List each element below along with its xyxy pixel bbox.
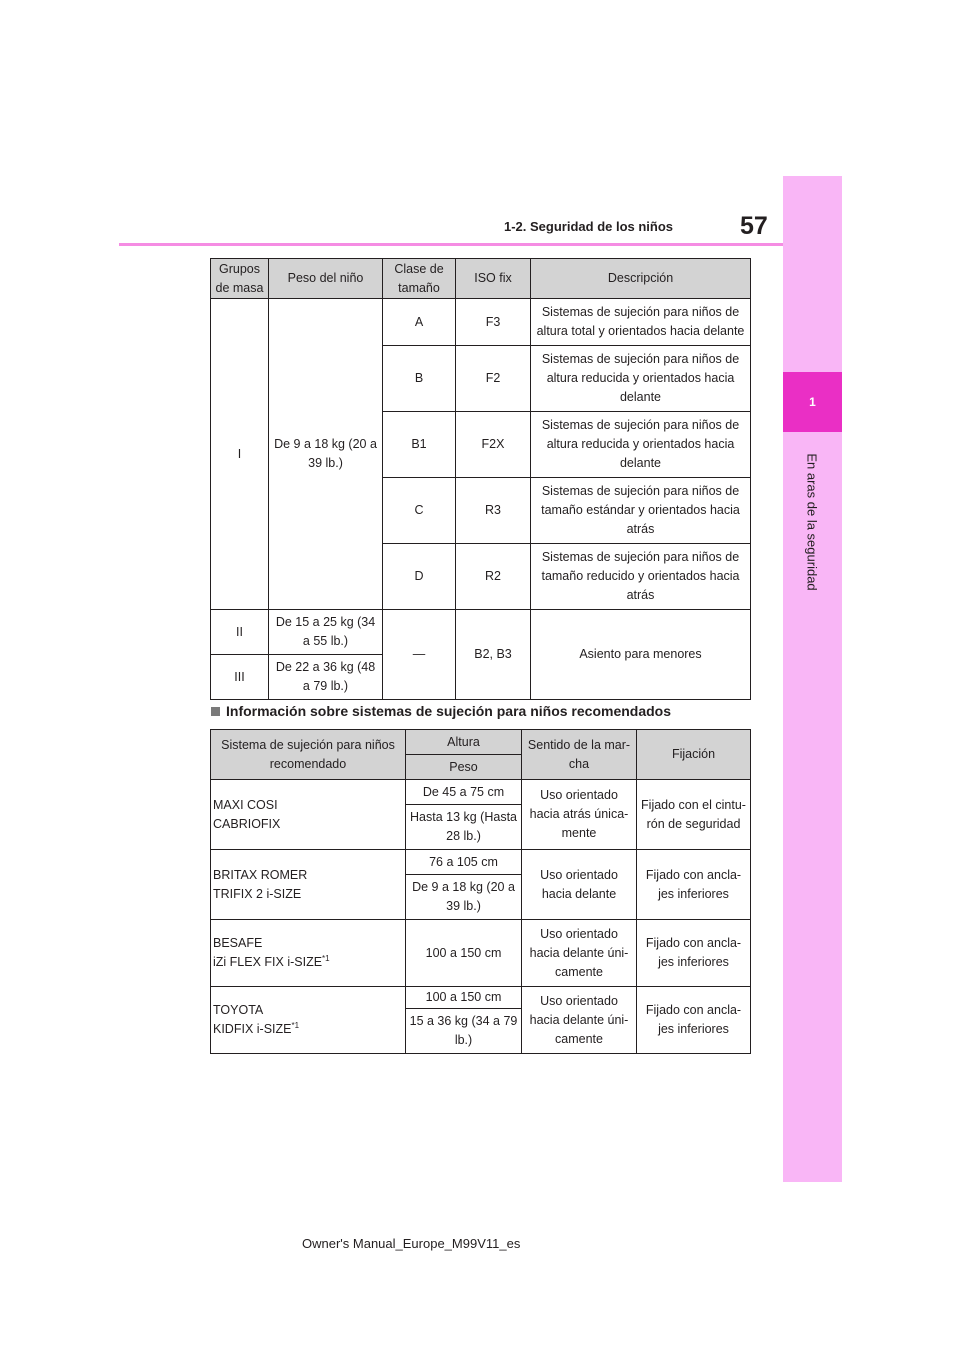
group-cell: II <box>211 610 269 655</box>
brand-name: BRITAX ROMER <box>213 867 308 882</box>
size-class-cell: A <box>383 299 456 346</box>
system-cell <box>211 850 406 920</box>
iso-fix-cell: B2, B3 <box>456 610 531 700</box>
model-name: TRIFIX 2 i-SIZE <box>213 886 302 901</box>
iso-fix-cell: F2 <box>456 346 531 412</box>
description-cell: Asiento para menores <box>531 610 751 700</box>
group-cell: III <box>211 655 269 700</box>
col-header-weight: Peso del niño <box>269 259 383 299</box>
group-cell: I <box>211 299 269 610</box>
table-row <box>211 780 751 805</box>
model-name: KIDFIX i-SIZE$^{*1}$ <box>213 1020 300 1036</box>
chapter-side-tab <box>783 176 842 1182</box>
model-name: CABRIOFIX <box>213 816 281 831</box>
size-class-cell: — <box>383 610 456 700</box>
weight-cell: De 22 a 36 kg (48 a 79 lb.) <box>269 655 383 700</box>
height-cell: 100 a 150 cm <box>406 987 522 1009</box>
chapter-title: En aras de la seguridad <box>804 453 820 591</box>
description-cell: Sistemas de sujeción para niños de altura total y orientados hacia delante <box>531 299 751 346</box>
child-restraint-size-table <box>210 258 751 700</box>
table-row <box>211 850 751 875</box>
bullet-square-icon <box>211 707 220 716</box>
brand-name: TOYOTA <box>213 1003 264 1017</box>
description-cell: Sistemas de sujeción para niños de altura reducida y orientados hacia delante <box>531 346 751 412</box>
size-class-cell: C <box>383 478 456 544</box>
heading-text: Información sobre sistemas de sujeción para niños recomendados <box>226 703 672 719</box>
col-header-direction: Sentido de la mar- cha <box>522 730 637 780</box>
col-header-weight: Peso <box>406 755 522 780</box>
table-row <box>211 610 751 655</box>
weight-cell: 15 a 36 kg (34 a 79 lb.) <box>406 1009 522 1054</box>
col-header-fixing: Fijación <box>637 730 751 780</box>
description-cell: Sistemas de sujeción para niños de altura reducida y orientados hacia delante <box>531 412 751 478</box>
fixing-cell: Fijado con ancla- jes inferiores <box>637 850 751 920</box>
recommended-systems-table <box>210 729 751 1054</box>
col-header-group: Grupos de masa <box>211 259 269 299</box>
section-title: 1-2. Seguridad de los niños <box>504 219 674 234</box>
col-header-height: Altura <box>406 730 522 755</box>
system-cell <box>211 920 406 987</box>
height-cell: 76 a 105 cm <box>406 850 522 875</box>
col-header-size-class: Clase de tamaño <box>383 259 456 299</box>
page-number: 57 <box>740 212 768 240</box>
fixing-cell: Fijado con el cintu- rón de seguridad <box>637 780 751 850</box>
direction-cell: Uso orientado hacia delante úni- camente <box>522 987 637 1054</box>
brand-name: MAXI COSI <box>213 797 278 812</box>
iso-fix-cell: F3 <box>456 299 531 346</box>
description-cell: Sistemas de sujeción para niños de tamaño estándar y orientados hacia atrás <box>531 478 751 544</box>
height-cell: De 45 a 75 cm <box>406 780 522 805</box>
description-cell: Sistemas de sujeción para niños de tamaño reducido y orientados hacia atrás <box>531 544 751 610</box>
brand-name: BESAFE <box>213 936 263 950</box>
weight-cell: De 15 a 25 kg (34 a 55 lb.) <box>269 610 383 655</box>
size-class-cell: D <box>383 544 456 610</box>
col-header-system: Sistema de sujeción para niños recomendado <box>211 730 406 780</box>
fixing-cell: Fijado con ancla- jes inferiores <box>637 920 751 987</box>
iso-fix-cell: R3 <box>456 478 531 544</box>
system-cell <box>211 987 406 1054</box>
height-cell: 100 a 150 cm <box>406 920 522 987</box>
weight-cell: De 9 a 18 kg (20 a 39 lb.) <box>269 299 383 610</box>
size-class-cell: B <box>383 346 456 412</box>
direction-cell: Uso orientado hacia delante <box>522 850 637 920</box>
iso-fix-cell: F2X <box>456 412 531 478</box>
col-header-iso-fix: ISO fix <box>456 259 531 299</box>
chapter-number-tab: 1 <box>783 372 842 432</box>
weight-cell: De 9 a 18 kg (20 a 39 lb.) <box>406 875 522 920</box>
direction-cell: Uso orientado hacia atrás única- mente <box>522 780 637 850</box>
model-name: iZi FLEX FIX i-SIZE$^{*1}$ <box>213 953 330 969</box>
table-row <box>211 920 751 987</box>
header-rule <box>119 243 783 246</box>
fixing-cell: Fijado con ancla- jes inferiores <box>637 987 751 1054</box>
iso-fix-cell: R2 <box>456 544 531 610</box>
footer-manual-id: Owner's Manual_Europe_M99V11_es <box>302 1236 521 1251</box>
weight-cell: Hasta 13 kg (Hasta 28 lb.) <box>406 805 522 850</box>
col-header-description: Descripción <box>531 259 751 299</box>
direction-cell: Uso orientado hacia delante úni- camente <box>522 920 637 987</box>
size-class-cell: B1 <box>383 412 456 478</box>
table-row <box>211 987 751 1009</box>
system-cell <box>211 780 406 850</box>
table-row <box>211 299 751 346</box>
recommended-systems-heading <box>211 703 671 719</box>
